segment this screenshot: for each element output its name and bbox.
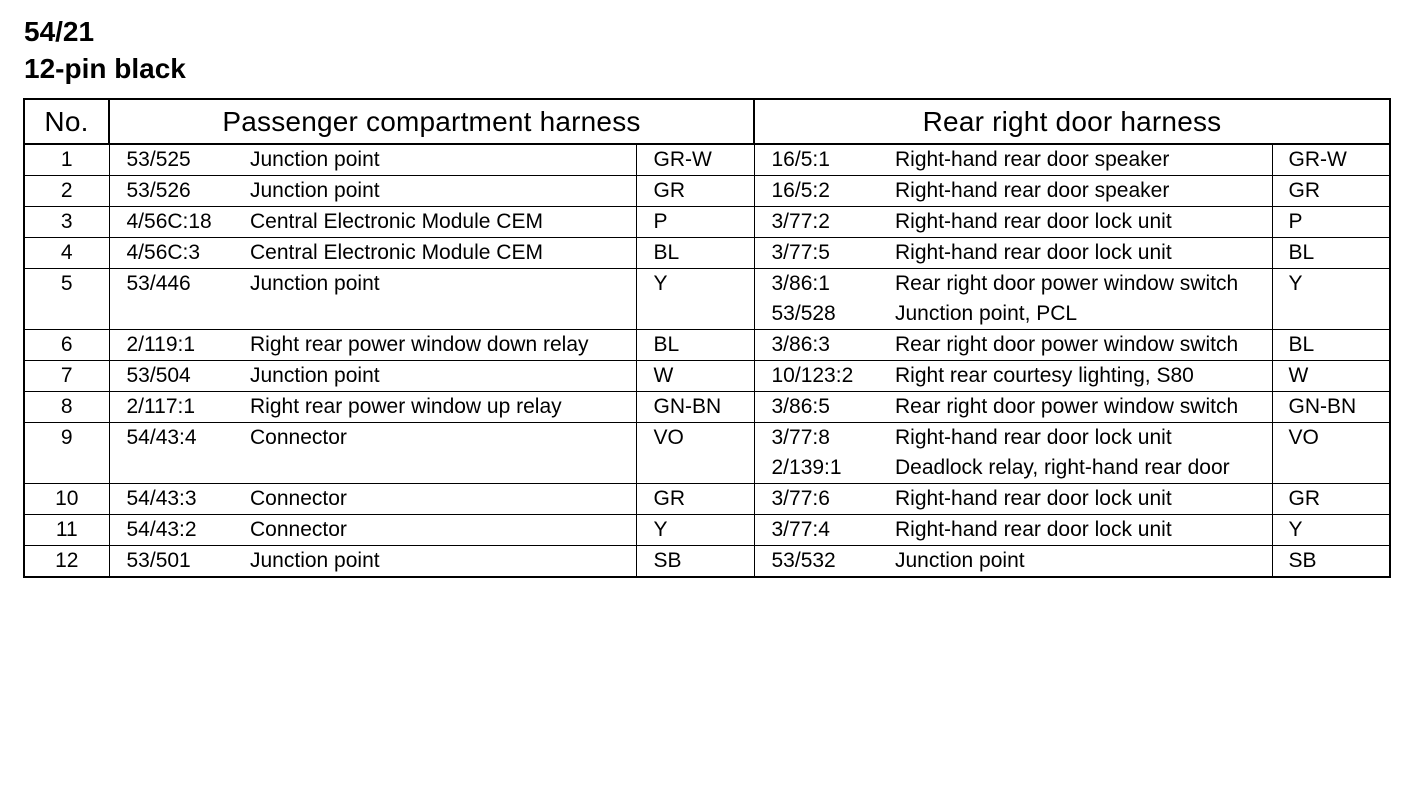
passenger-wire-color: W	[636, 361, 754, 392]
rear-door-component-descriptions	[895, 484, 1272, 515]
rear-door-component-descriptions	[895, 269, 1272, 330]
passenger-component-description: Right rear power window down relay	[250, 330, 636, 361]
row-number: 10	[24, 484, 109, 515]
rear-door-component-description: Right-hand rear door lock unit	[895, 487, 1172, 510]
rear-door-component-descriptions	[895, 546, 1272, 578]
row-number: 2	[24, 176, 109, 207]
row-number: 4	[24, 238, 109, 269]
passenger-wire-color: Y	[636, 269, 754, 330]
passenger-component-description: Junction point	[250, 546, 636, 578]
rear-door-component-description: Rear right door power window switch	[895, 333, 1239, 356]
rear-door-component-descriptions	[895, 207, 1272, 238]
connector-description: 12-pin black	[24, 53, 186, 84]
passenger-component-description: Connector	[250, 484, 636, 515]
rear-door-component-codes	[754, 361, 895, 392]
rear-door-wire-color: BL	[1272, 330, 1390, 361]
rear-door-wire-color: Y	[1272, 269, 1390, 330]
rear-door-wire-color: GR-W	[1272, 144, 1390, 176]
row-number: 5	[24, 269, 109, 330]
rear-door-component-description: Right-hand rear door lock unit	[895, 210, 1172, 233]
rear-door-component-codes	[754, 144, 895, 176]
table-body	[24, 144, 1390, 577]
passenger-wire-color: GR	[636, 176, 754, 207]
rear-door-component-codes	[754, 484, 895, 515]
row-number: 1	[24, 144, 109, 176]
passenger-component-code: 54/43:4	[109, 423, 250, 484]
rear-door-component-code: 53/528	[771, 302, 836, 325]
passenger-wire-color: VO	[636, 423, 754, 484]
passenger-component-code: 53/526	[109, 176, 250, 207]
rear-door-component-code: 3/86:1	[771, 272, 830, 295]
rear-door-component-codes	[754, 238, 895, 269]
rear-door-component-descriptions	[895, 515, 1272, 546]
table-row	[24, 423, 1390, 484]
passenger-component-description: Central Electronic Module CEM	[250, 207, 636, 238]
rear-door-component-codes	[754, 546, 895, 578]
passenger-component-description: Connector	[250, 423, 636, 484]
passenger-component-description: Connector	[250, 515, 636, 546]
row-number: 9	[24, 423, 109, 484]
rear-door-component-code: 3/77:8	[771, 426, 830, 449]
passenger-component-description: Central Electronic Module CEM	[250, 238, 636, 269]
table-row	[24, 484, 1390, 515]
rear-door-component-codes	[754, 207, 895, 238]
header-rear-right-door-harness: Rear right door harness	[754, 99, 1390, 144]
header-passenger-harness: Passenger compartment harness	[109, 99, 754, 144]
rear-door-component-descriptions	[895, 144, 1272, 176]
rear-door-component-description: Rear right door power window switch	[895, 395, 1239, 418]
row-number: 6	[24, 330, 109, 361]
connector-id: 54/21	[24, 16, 95, 47]
rear-door-component-code: 3/77:2	[771, 210, 830, 233]
row-number: 8	[24, 392, 109, 423]
rear-door-component-description: Right-hand rear door speaker	[895, 148, 1170, 171]
row-number: 7	[24, 361, 109, 392]
rear-door-component-code: 10/123:2	[771, 364, 854, 387]
passenger-wire-color: BL	[636, 238, 754, 269]
wiring-table	[23, 98, 1391, 578]
passenger-wire-color: SB	[636, 546, 754, 578]
rear-door-component-codes	[754, 176, 895, 207]
rear-door-component-code: 3/86:3	[771, 333, 830, 356]
rear-door-wire-color: P	[1272, 207, 1390, 238]
table-row	[24, 238, 1390, 269]
rear-door-component-descriptions	[895, 176, 1272, 207]
rear-door-wire-color: GN-BN	[1272, 392, 1390, 423]
rear-door-component-description: Rear right door power window switch	[895, 272, 1239, 295]
table-row	[24, 207, 1390, 238]
passenger-wire-color: GR-W	[636, 144, 754, 176]
rear-door-component-description: Right-hand rear door speaker	[895, 179, 1170, 202]
rear-door-component-descriptions	[895, 330, 1272, 361]
row-number: 3	[24, 207, 109, 238]
table-row	[24, 515, 1390, 546]
rear-door-component-descriptions	[895, 238, 1272, 269]
passenger-wire-color: BL	[636, 330, 754, 361]
table-header-row	[24, 99, 1390, 144]
rear-door-wire-color: SB	[1272, 546, 1390, 578]
passenger-wire-color: Y	[636, 515, 754, 546]
passenger-component-code: 54/43:3	[109, 484, 250, 515]
row-number: 12	[24, 546, 109, 578]
rear-door-component-descriptions	[895, 423, 1272, 484]
rear-door-component-description: Deadlock relay, right-hand rear door	[895, 456, 1230, 479]
rear-door-component-code: 3/86:5	[771, 395, 830, 418]
rear-door-component-description: Right-hand rear door lock unit	[895, 518, 1172, 541]
passenger-wire-color: GN-BN	[636, 392, 754, 423]
rear-door-component-descriptions	[895, 361, 1272, 392]
rear-door-component-description: Junction point, PCL	[895, 302, 1078, 325]
rear-door-component-code: 3/77:5	[771, 241, 830, 264]
row-number: 11	[24, 515, 109, 546]
passenger-component-code: 54/43:2	[109, 515, 250, 546]
header-no: No.	[24, 99, 109, 144]
passenger-component-code: 2/117:1	[109, 392, 250, 423]
rear-door-wire-color: BL	[1272, 238, 1390, 269]
table-row	[24, 176, 1390, 207]
passenger-component-code: 53/446	[109, 269, 250, 330]
table-row	[24, 330, 1390, 361]
rear-door-component-description: Right-hand rear door lock unit	[895, 241, 1172, 264]
table-row	[24, 269, 1390, 330]
passenger-wire-color: P	[636, 207, 754, 238]
rear-door-wire-color: Y	[1272, 515, 1390, 546]
rear-door-component-code: 3/77:6	[771, 487, 830, 510]
table-row	[24, 392, 1390, 423]
table-row	[24, 361, 1390, 392]
rear-door-component-description: Right-hand rear door lock unit	[895, 426, 1172, 449]
passenger-wire-color: GR	[636, 484, 754, 515]
passenger-component-description: Junction point	[250, 269, 636, 330]
rear-door-component-codes	[754, 269, 895, 330]
rear-door-wire-color: GR	[1272, 484, 1390, 515]
passenger-component-code: 4/56C:18	[109, 207, 250, 238]
rear-door-component-description: Junction point	[895, 549, 1025, 572]
rear-door-component-codes	[754, 423, 895, 484]
passenger-component-code: 53/525	[109, 144, 250, 176]
rear-door-component-code: 16/5:2	[771, 179, 830, 202]
passenger-component-code: 53/501	[109, 546, 250, 578]
rear-door-component-codes	[754, 515, 895, 546]
rear-door-component-code: 2/139:1	[771, 456, 842, 479]
rear-door-wire-color: GR	[1272, 176, 1390, 207]
table-row	[24, 144, 1390, 176]
rear-door-component-codes	[754, 392, 895, 423]
passenger-component-description: Right rear power window up relay	[250, 392, 636, 423]
passenger-component-description: Junction point	[250, 144, 636, 176]
rear-door-component-code: 53/532	[771, 549, 836, 572]
rear-door-component-code: 16/5:1	[771, 148, 830, 171]
rear-door-component-descriptions	[895, 392, 1272, 423]
table-row	[24, 546, 1390, 578]
rear-door-wire-color: VO	[1272, 423, 1390, 484]
rear-door-wire-color: W	[1272, 361, 1390, 392]
rear-door-component-codes	[754, 330, 895, 361]
passenger-component-code: 53/504	[109, 361, 250, 392]
passenger-component-description: Junction point	[250, 361, 636, 392]
passenger-component-code: 2/119:1	[109, 330, 250, 361]
passenger-component-description: Junction point	[250, 176, 636, 207]
passenger-component-code: 4/56C:3	[109, 238, 250, 269]
rear-door-component-code: 3/77:4	[771, 518, 830, 541]
rear-door-component-description: Right rear courtesy lighting, S80	[895, 364, 1194, 387]
